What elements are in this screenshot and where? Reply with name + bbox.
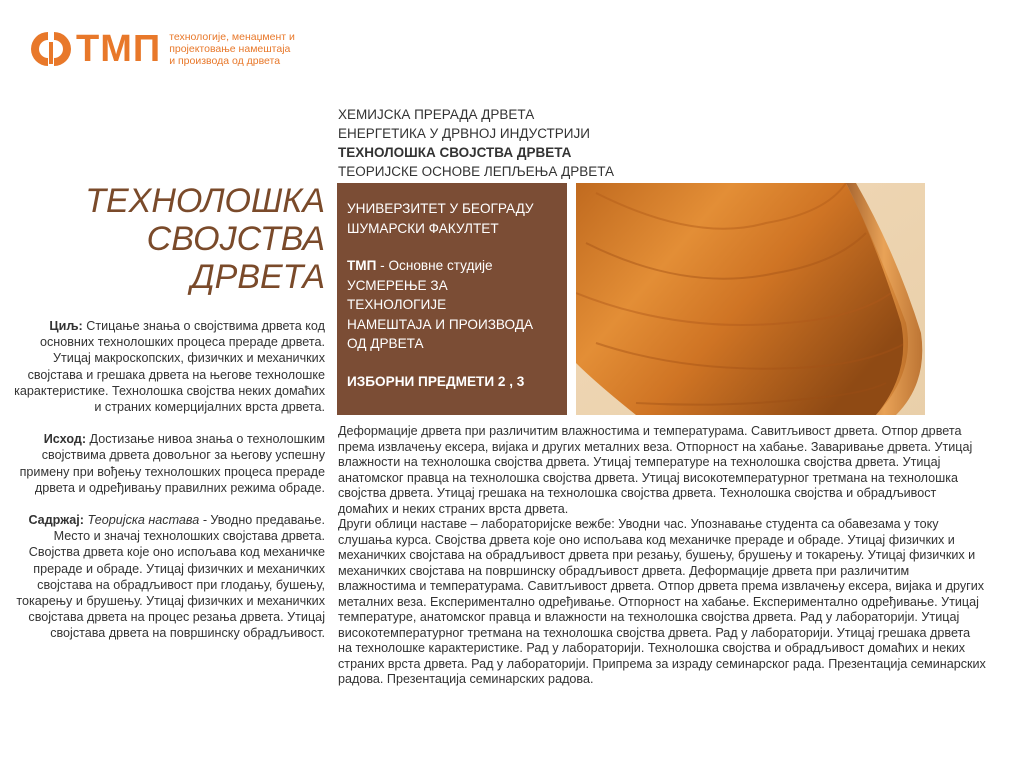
program-info-box: УНИВЕРЗИТЕТ У БЕОГРАДУ ШУМАРСКИ ФАКУЛТЕТ ТМП - Основне студије УСМЕРЕЊЕ ЗА ТЕХНОЛОГИЈЕ НАМЕШТАЈА И ПРОИЗВОДА ОД ДРВЕТА ИЗБОРНИ ПРЕДМЕТИ 2 , 3 [337,183,567,415]
brand-tagline: технологије, менаџмент и пројектовање намештаја и производа од дрвета [169,31,295,67]
outcome-text: Достизање нивоа знања о технолошким својствима дрвета довољног за његову успешну примену при вођењу технолошких процеса прераде дрвета и одређивању правилних режима обраде. [19,432,325,495]
program-line: ТМП - Основне студије [347,258,493,273]
university-name: УНИВЕРЗИТЕТ У БЕОГРАДУ [347,201,534,216]
course-list [338,105,614,181]
brand-name: ТМП [76,28,162,70]
outcome-section [14,431,325,496]
course-list-item-active[interactable]: ТЕХНОЛОШКА СВОЈСТВА ДРВЕТА [338,145,572,160]
wood-veneer-image [576,183,925,415]
content-section [14,512,325,642]
outcome-label: Исход: [43,432,87,447]
content-subtitle: Теоријска настава - [87,513,207,528]
course-list-item[interactable]: ХЕМИЈСКА ПРЕРАДА ДРВЕТА [338,107,535,122]
faculty-name: ШУМАРСКИ ФАКУЛТЕТ [347,220,499,236]
course-description [338,424,986,688]
brand-mark-icon [30,28,72,70]
content-text: Уводно предавање. Место и значај технолошких својстава дрвета. Својства дрвета које оно испољава код механичке прераде и обраде. Утицај физичких и механичких својстава на обрадљивост при глодању, бушењу, токарењу и брушењу. Утицај физичких и механичких својстава дрвета на процес резања дрвета. Утицај својстава дрвета на површинску обрадљивост. [16,513,325,641]
description-paragraph: Деформације дрвета при различитим влажностима и температурама. Савитљивост дрвета. Отпор дрвета према извлачењу ексера, вијака и других металних веза. Отпорност на хабање. Заваривање дрвета. Утицај влажности на технолошка својства дрвета. Утицај температуре на технолошка својства дрвета. Утицај анатомског правца на технолошка својства дрвета. Утицај високотемпературног третмана на технолошка својства дрвета. Утицај грешака на технолошка својства дрвета. Технолошка својства и обрадљивост домаћих и неких страних врста дрвета. [338,424,973,516]
goal-section [14,318,325,415]
course-list-item[interactable]: ТЕОРИЈСКЕ ОСНОВЕ ЛЕПЉЕЊА ДРВЕТА [338,164,615,179]
description-paragraph: Други облици наставе – лабораторијске вежбе: Уводни час. Упознавање студента са обавезама у току слушања курса. Својства дрвета које оно испољава код механичке прераде и обраде. Утицај физичких и механичких својстава на обрадљивост дрвета при резању, бушењу, брушењу и токарењу. Утицај физичких и механичких својстава на површинску обрадљивост дрвета. Деформације дрвета при различитим влажностима и температурама. Савитљивост дрвета. Отпор дрвета према извлачењу ексера, вијака и других металних веза. Експериментално одређивање. Отпорност на хабање. Експериментално одређивање. Утицај температуре, анатомског правца и влажности на технолошка својства дрвета. Рад у лабораторији. Утицај високотемпературног третмана на технолошка својства дрвета. Рад у лабораторији. Утицај грешака дрвета на технолошке карактеристике. Рад у лабораторији. Технолошка својства и обрадљивост домаћих и неких страних врста дрвета. Рад у лабораторији. Припрема за израду семинарског рада. Презентација семинарских радова. Презентација семинарских радова. [338,517,986,686]
content-label: Садржај: [28,513,84,528]
course-list-item[interactable]: ЕНЕРГЕТИКА У ДРВНОЈ ИНДУСТРИЈИ [338,126,590,141]
electives-label: ИЗБОРНИ ПРЕДМЕТИ 2 , 3 [347,373,525,389]
brand-logo [30,28,295,70]
goal-text: Стицање знања о својствима дрвета код основних технолошких процеса прераде дрвета. Утицај макроскопских, физичких и механичких својстава и грешака дрвета на његове технолошке карактеристике. Технолошка својства неких домаћих и страних комерцијалних врста дрвета. [14,319,325,415]
page-title: ТЕХНОЛОШКА СВОЈСТВА ДРВЕТА [85,182,325,296]
course-summary [14,318,325,658]
goal-label: Циљ: [49,319,83,333]
